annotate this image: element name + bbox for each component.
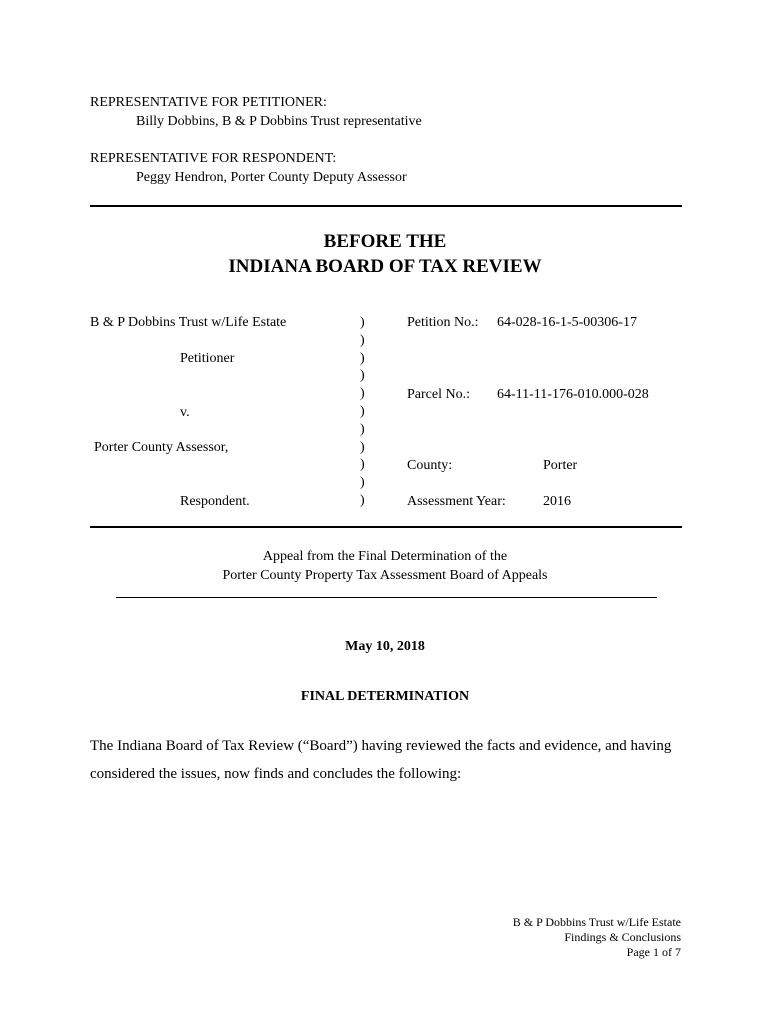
petition-number-value: 64-028-16-1-5-00306-17 <box>497 315 637 330</box>
respondent-rep-label: REPRESENTATIVE FOR RESPONDENT: <box>90 151 337 166</box>
paren: ) <box>360 457 365 473</box>
caption-versus: v. <box>180 405 190 420</box>
paren: ) <box>360 421 365 437</box>
appeal-divider <box>116 597 657 598</box>
assessment-year-value: 2016 <box>543 494 571 509</box>
paren: ) <box>360 403 365 419</box>
caption-paren-column <box>360 314 370 510</box>
assessment-year-label: Assessment Year: <box>407 494 506 509</box>
heading-line2: INDIANA BOARD OF TAX REVIEW <box>228 256 542 277</box>
petitioner-rep-label: REPRESENTATIVE FOR PETITIONER: <box>90 95 327 110</box>
paren: ) <box>360 350 365 366</box>
county-label: County: <box>407 458 453 473</box>
parcel-number-label: Parcel No.: <box>407 387 470 402</box>
caption-respondent: Porter County Assessor, <box>94 440 229 455</box>
caption-petitioner-role: Petitioner <box>180 351 235 366</box>
decision-date: May 10, 2018 <box>345 639 425 654</box>
heading-line1: BEFORE THE <box>323 231 447 252</box>
caption-respondent-role: Respondent. <box>180 494 250 509</box>
caption-divider <box>90 526 682 528</box>
county-value: Porter <box>543 458 578 473</box>
caption-petitioner: B & P Dobbins Trust w/Life Estate <box>90 315 287 330</box>
paren: ) <box>360 475 365 491</box>
footer-doc-type: Findings & Conclusions <box>564 930 681 944</box>
paren: ) <box>360 315 365 330</box>
footer-case-name: B & P Dobbins Trust w/Life Estate <box>512 915 681 929</box>
paren: ) <box>360 368 365 384</box>
appeal-line1: Appeal from the Final Determination of the <box>262 549 508 564</box>
paren: ) <box>360 492 365 508</box>
body-line1: The Indiana Board of Tax Review (“Board”) having reviewed the facts and evidence, and having <box>90 738 672 754</box>
top-divider <box>90 205 682 207</box>
respondent-rep-name: Peggy Hendron, Porter County Deputy Assessor <box>136 170 407 185</box>
footer-page-number: Page 1 of 7 <box>626 945 681 959</box>
parcel-number-value: 64-11-11-176-010.000-028 <box>497 387 649 402</box>
paren: ) <box>360 332 365 348</box>
body-line2: considered the issues, now finds and concludes the following: <box>90 766 462 782</box>
paren: ) <box>360 439 365 455</box>
appeal-line2: Porter County Property Tax Assessment Board of Appeals <box>222 568 548 583</box>
section-title: FINAL DETERMINATION <box>300 689 470 704</box>
paren: ) <box>360 386 365 402</box>
petition-number-label: Petition No.: <box>407 315 479 330</box>
petitioner-rep-name: Billy Dobbins, B & P Dobbins Trust representative <box>136 114 422 129</box>
